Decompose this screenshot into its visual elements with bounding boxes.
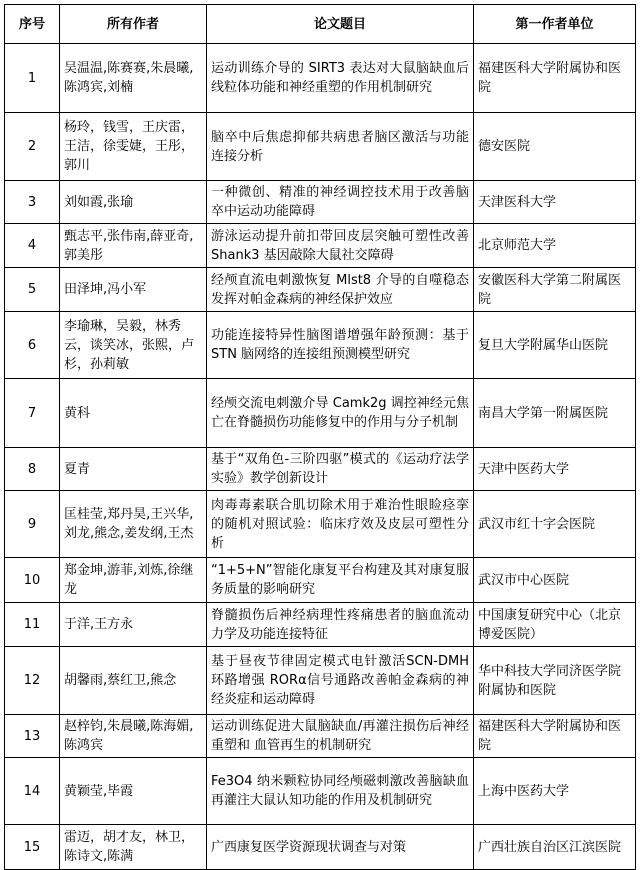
cell-title: “1+5+N”智能化康复平台构建及其对康复服务质量的影响研究 [207, 558, 474, 603]
cell-title: 肉毒毒素联合肌切除术用于难治性眼睑痉挛的随机对照试验：临床疗效及皮层可塑性分析 [207, 491, 474, 558]
cell-authors: 甄志平,张伟南,薛亚奇,郭美彤 [60, 224, 207, 268]
cell-no: 13 [5, 715, 60, 758]
cell-no: 1 [5, 44, 60, 113]
cell-no: 11 [5, 603, 60, 647]
cell-title: 基于昼夜节律固定模式电针激活SCN-DMH 环路增强 RORα信号通路改善帕金森病的神经炎症和运动障碍 [207, 647, 474, 715]
cell-authors: 刘如霞,张瑜 [60, 181, 207, 224]
header-no: 序号 [5, 5, 60, 44]
cell-title: 运动训练促进大鼠脑缺血/再灌注损伤后神经重塑和 血管再生的机制研究 [207, 715, 474, 758]
cell-org: 中国康复研究中心（北京博爱医院） [474, 603, 636, 647]
cell-no: 15 [5, 825, 60, 870]
table-row [5, 181, 636, 224]
cell-org: 复旦大学附属华山医院 [474, 312, 636, 379]
cell-authors: 黄颖莹,毕霞 [60, 758, 207, 825]
table-row [5, 758, 636, 825]
cell-authors: 于洋,王方永 [60, 603, 207, 647]
cell-title: 脊髓损伤后神经病理性疼痛患者的脑血流动力学及功能连接特征 [207, 603, 474, 647]
header-authors: 所有作者 [60, 5, 207, 44]
cell-title: 经颅直流电刺激恢复 Mlst8 介导的自噬稳态发挥对帕金森病的神经保护效应 [207, 268, 474, 312]
table-row [5, 647, 636, 715]
cell-no: 2 [5, 113, 60, 181]
cell-org: 上海中医药大学 [474, 758, 636, 825]
cell-org: 北京师范大学 [474, 224, 636, 268]
cell-authors: 赵梓钧,朱晨曦,陈海媚,陈鸿宾 [60, 715, 207, 758]
header-title: 论文题目 [207, 5, 474, 44]
cell-no: 6 [5, 312, 60, 379]
table-body [5, 44, 636, 870]
cell-authors: 田泽坤,冯小军 [60, 268, 207, 312]
cell-title: 经颅交流电刺激介导 Camk2g 调控神经元焦亡在脊髓损伤功能修复中的作用与分子机制 [207, 379, 474, 448]
cell-org: 德安医院 [474, 113, 636, 181]
cell-no: 7 [5, 379, 60, 448]
cell-authors: 胡馨雨,蔡红卫,熊念 [60, 647, 207, 715]
cell-authors: 匡桂莹,郑丹昊,王兴华,刘龙,熊念,姜发纲,王杰 [60, 491, 207, 558]
table-row [5, 113, 636, 181]
cell-title: 广西康复医学资源现状调查与对策 [207, 825, 474, 870]
cell-no: 12 [5, 647, 60, 715]
awards-table [4, 4, 636, 870]
cell-org: 武汉市红十字会医院 [474, 491, 636, 558]
table-row [5, 558, 636, 603]
table-row [5, 44, 636, 113]
table-row [5, 825, 636, 870]
cell-org: 福建医科大学附属协和医院 [474, 44, 636, 113]
cell-authors: 黄科 [60, 379, 207, 448]
cell-title: 一种微创、精准的神经调控技术用于改善脑卒中运动功能障碍 [207, 181, 474, 224]
table-row [5, 603, 636, 647]
cell-org: 福建医科大学附属协和医院 [474, 715, 636, 758]
cell-title: 游泳运动提升前扣带回皮层突触可塑性改善 Shank3 基因敲除大鼠社交障碍 [207, 224, 474, 268]
cell-title: 基于“双角色-三阶四驱”模式的《运动疗法学实验》教学创新设计 [207, 448, 474, 491]
table-row [5, 715, 636, 758]
table-row [5, 312, 636, 379]
table-row [5, 224, 636, 268]
table-row [5, 268, 636, 312]
table-row [5, 379, 636, 448]
cell-org: 南昌大学第一附属医院 [474, 379, 636, 448]
cell-no: 10 [5, 558, 60, 603]
cell-org: 天津中医药大学 [474, 448, 636, 491]
cell-no: 9 [5, 491, 60, 558]
cell-org: 安徽医科大学第二附属医院 [474, 268, 636, 312]
cell-authors: 郑金坤,游菲,刘炼,徐继龙 [60, 558, 207, 603]
cell-authors: 雷迈，胡才友，林卫，陈诗文,陈满 [60, 825, 207, 870]
cell-title: Fe3O4 纳米颗粒协同经颅磁刺激改善脑缺血再灌注大鼠认知功能的作用及机制研究 [207, 758, 474, 825]
cell-title: 脑卒中后焦虑抑郁共病患者脑区激活与功能连接分析 [207, 113, 474, 181]
table-row [5, 448, 636, 491]
cell-no: 4 [5, 224, 60, 268]
header-org: 第一作者单位 [474, 5, 636, 44]
cell-authors: 吴温温,陈赛赛,朱晨曦,陈鸿宾,刘楠 [60, 44, 207, 113]
cell-org: 华中科技大学同济医学院附属协和医院 [474, 647, 636, 715]
cell-authors: 夏青 [60, 448, 207, 491]
cell-no: 14 [5, 758, 60, 825]
cell-org: 武汉市中心医院 [474, 558, 636, 603]
table-row [5, 491, 636, 558]
header-row [5, 5, 636, 44]
cell-no: 3 [5, 181, 60, 224]
cell-org: 天津医科大学 [474, 181, 636, 224]
cell-no: 5 [5, 268, 60, 312]
cell-authors: 杨玲，钱雪，王庆雷，王洁，徐雯婕，王彤，郭川 [60, 113, 207, 181]
cell-title: 运动训练介导的 SIRT3 表达对大鼠脑缺血后线粒体功能和神经重塑的作用机制研究 [207, 44, 474, 113]
cell-authors: 李瑜琳，吴毅，林秀云，谈笑冰，张熙，卢杉，孙莉敏 [60, 312, 207, 379]
cell-org: 广西壮族自治区江滨医院 [474, 825, 636, 870]
cell-no: 8 [5, 448, 60, 491]
cell-title: 功能连接特异性脑图谱增强年龄预测：基于 STN 脑网络的连接组预测模型研究 [207, 312, 474, 379]
